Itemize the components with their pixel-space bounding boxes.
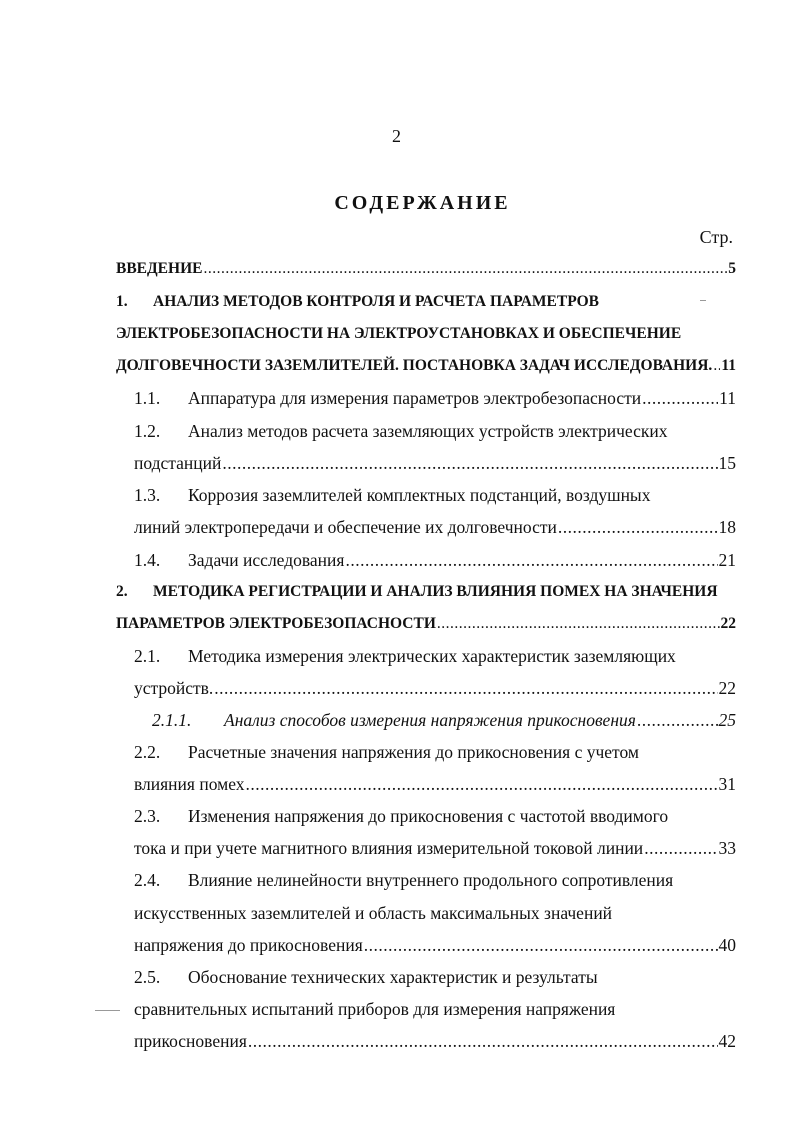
toc-entry-2-1-1 — [152, 706, 736, 734]
toc-entry-ch2-line1 — [116, 578, 736, 606]
scan-mark — [95, 1010, 120, 1011]
toc-entry-number: 2.1.1. — [152, 710, 192, 730]
toc-entry-number: 2.3. — [134, 806, 161, 826]
dot-leader — [222, 449, 717, 477]
toc-entry-number: 1.3. — [134, 485, 161, 505]
dot-leader — [558, 513, 718, 541]
dot-leader — [637, 706, 718, 734]
toc-page-number: 33 — [718, 838, 736, 858]
toc-entry-2-4-line3 — [134, 931, 736, 959]
toc-entry-text: МЕТОДИКА РЕГИСТРАЦИИ И АНАЛИЗ ВЛИЯНИЯ ПОМЕХ НА ЗНАЧЕНИЯ — [153, 583, 718, 600]
toc-page-number: 18 — [718, 517, 736, 537]
toc-entry-2-5-line3 — [134, 1027, 736, 1055]
dot-leader — [203, 255, 727, 283]
toc-page-number: 22 — [718, 678, 736, 698]
dot-leader — [713, 352, 720, 380]
toc-entry-ch1-line1 — [116, 288, 736, 316]
toc-entry-ch2-line2 — [116, 610, 736, 638]
toc-entry-text: ДОЛГОВЕЧНОСТИ ЗАЗЕМЛИТЕЛЕЙ. ПОСТАНОВКА ЗАДАЧ ИССЛЕДОВАНИЯ. — [116, 357, 713, 374]
scan-mark — [700, 300, 706, 301]
toc-entry-2-1-line2 — [134, 674, 736, 702]
toc-entry-text: Методика измерения электрических характеристик заземляющих — [188, 646, 676, 666]
page-title: СОДЕРЖАНИЕ — [334, 192, 511, 214]
dot-leader — [214, 674, 717, 702]
toc-entry-number: 1.4. — [134, 550, 161, 570]
toc-page-number: 31 — [718, 774, 736, 794]
toc-page-number: 40 — [718, 935, 736, 955]
toc-page-number: 21 — [718, 550, 736, 570]
dot-leader — [364, 931, 718, 959]
toc-entry-2-2-line2 — [134, 770, 736, 798]
toc-entry-2-4-line1 — [134, 866, 736, 894]
toc-entry-1-2-line1 — [134, 417, 736, 445]
toc-entry-number: 2.2. — [134, 742, 161, 762]
toc-entry-1-2-line2 — [134, 449, 736, 477]
toc-entry-2-5-line2 — [134, 995, 736, 1023]
toc-page-number: 22 — [720, 615, 736, 632]
dot-leader — [642, 384, 718, 412]
page-number: 2 — [392, 126, 401, 146]
toc-entry-text: тока и при учете магнитного влияния измерительной токовой линии — [134, 838, 644, 858]
toc-entry-text: ПАРАМЕТРОВ ЭЛЕКТРОБЕЗОПАСНОСТИ — [116, 615, 436, 632]
toc-entry-number: 2. — [116, 583, 128, 600]
toc-entry-ch1-line2 — [116, 320, 736, 348]
toc-entry-1-4 — [134, 546, 736, 574]
toc-page-number: 11 — [721, 357, 736, 374]
dot-leader — [345, 546, 717, 574]
toc-entry-text: Анализ способов измерения напряжения прикосновения — [224, 710, 636, 730]
toc-entry-2-3-line2 — [134, 834, 736, 862]
toc-entry-text: ЭЛЕКТРОБЕЗОПАСНОСТИ НА ЭЛЕКТРОУСТАНОВКАХ И ОБЕСПЕЧЕНИЕ — [116, 325, 682, 342]
toc-entry-text: Обоснование технических характеристик и результаты — [188, 967, 598, 987]
toc-entry-text: Анализ методов расчета заземляющих устройств электрических — [188, 421, 668, 441]
toc-entry-2-2-line1 — [134, 738, 736, 766]
toc-page-number: 25 — [718, 710, 736, 730]
toc-entry-text: Задачи исследования — [188, 550, 345, 570]
toc-entry-2-3-line1 — [134, 802, 736, 830]
dot-leader — [437, 610, 720, 638]
toc-entry-text: АНАЛИЗ МЕТОДОВ КОНТРОЛЯ И РАСЧЕТА ПАРАМЕТРОВ — [153, 293, 600, 310]
toc-entry-number: 2.1. — [134, 646, 161, 666]
toc-entry-text: линий электропередачи и обеспечение их долговечности — [134, 517, 557, 537]
toc-entry-2-5-line1 — [134, 963, 736, 991]
toc-entry-ch1-line3 — [116, 352, 736, 380]
toc-entry-text: подстанций — [134, 453, 222, 473]
toc-entry-number: 2.5. — [134, 967, 161, 987]
toc-entry-intro — [116, 255, 736, 283]
toc-entry-number: 1. — [116, 293, 128, 310]
toc-entry-text: устройств. — [134, 678, 214, 698]
dot-leader — [644, 834, 717, 862]
toc-entry-text: Аппаратура для измерения параметров электробезопасности — [188, 388, 642, 408]
toc-entry-2-4-line2 — [134, 899, 736, 927]
toc-entry-text: ВВЕДЕНИЕ — [116, 260, 203, 277]
toc-page-number: 5 — [728, 260, 736, 277]
toc-entry-number: 1.1. — [134, 388, 161, 408]
toc-entry-text: напряжения до прикосновения — [134, 935, 363, 955]
toc-page-number: 15 — [718, 453, 736, 473]
toc-entry-text: Влияние нелинейности внутреннего продольного сопротивления — [188, 870, 674, 890]
toc-entry-text: Коррозия заземлителей комплектных подстанций, воздушных — [188, 485, 651, 505]
toc-entry-text: Изменения напряжения до прикосновения с частотой вводимого — [188, 806, 669, 826]
toc-entry-1-1 — [134, 384, 736, 412]
toc-entry-text: сравнительных испытаний приборов для измерения напряжения — [134, 999, 616, 1019]
toc-entry-1-3-line2 — [134, 513, 736, 541]
toc-entry-text: Расчетные значения напряжения до прикосновения с учетом — [188, 742, 639, 762]
toc-entry-1-3-line1 — [134, 481, 736, 509]
toc-entry-text: искусственных заземлителей и область максимальных значений — [134, 903, 613, 923]
page-column-label: Стр. — [699, 227, 733, 247]
dot-leader — [245, 770, 717, 798]
toc-entry-2-1-line1 — [134, 642, 736, 670]
toc-page-number: 42 — [718, 1031, 736, 1051]
toc-entry-text: влияния помех — [134, 774, 245, 794]
dot-leader — [248, 1027, 718, 1055]
toc-page-number: 11 — [719, 388, 736, 408]
toc-entry-number: 1.2. — [134, 421, 161, 441]
toc-entry-number: 2.4. — [134, 870, 161, 890]
toc-entry-text: прикосновения — [134, 1031, 247, 1051]
